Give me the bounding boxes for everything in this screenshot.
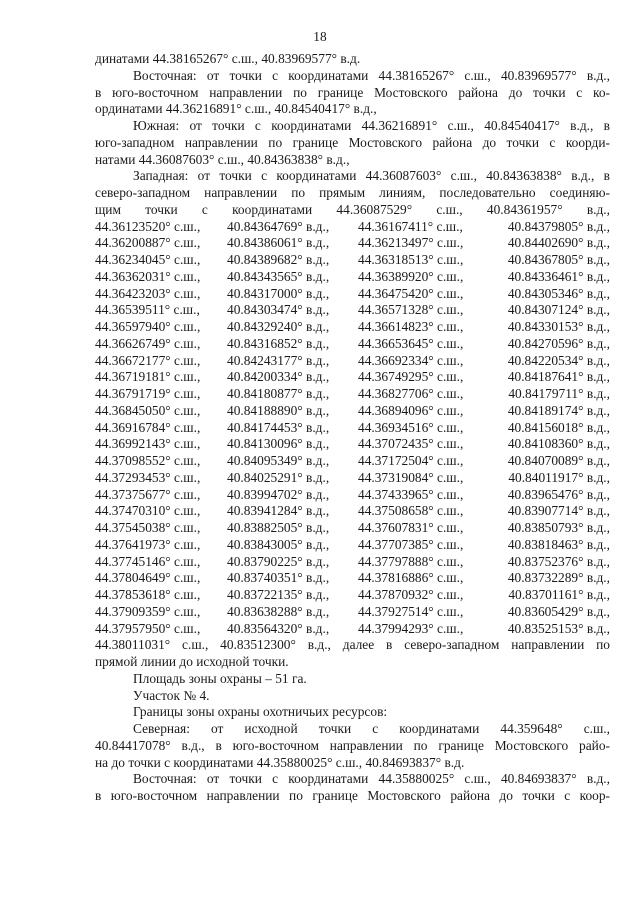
coordinate-row: [95, 520, 610, 537]
text-line: динатами 44.38165267° с.ш., 40.83969577° в.д.: [95, 51, 361, 66]
latitude-value: 44.36475420° с.ш.,: [358, 285, 464, 301]
longitude-value: 40.84386061° в.д.,: [227, 235, 330, 251]
coordinate-row: [95, 403, 610, 420]
text-block-top: [95, 51, 610, 219]
latitude-value: 44.36916784° с.ш.,: [95, 419, 201, 435]
longitude-value: 40.84180877° в.д.,: [227, 386, 330, 401]
longitude-value: 40.83722135° в.д.,: [227, 587, 330, 602]
coordinate-row: [95, 319, 610, 336]
longitude-value: 40.84316852° в.д.,: [227, 335, 330, 351]
longitude-value: 40.84389682° в.д.,: [227, 252, 330, 267]
longitude-value: 40.84243177° в.д.,: [227, 352, 330, 368]
latitude-value: 44.36672177° с.ш.,: [95, 352, 201, 368]
latitude-value: 44.37607831° с.ш.,: [358, 520, 464, 535]
latitude-value: 44.36167411° с.ш.,: [358, 218, 463, 234]
longitude-value: 40.84200334° в.д.,: [227, 369, 330, 385]
text-line: Западная: от точки с координатами 44.36087603° с.ш., 40.84363838° в.д., в: [133, 168, 610, 184]
longitude-value: 40.84187641° в.д.,: [507, 369, 610, 385]
coordinate-row: [95, 470, 610, 487]
longitude-value: 40.83732289° в.д.,: [507, 570, 610, 586]
longitude-value: 40.84336461° в.д.,: [507, 268, 610, 284]
text-line: 44.38011031° с.ш., 40.83512300° в.д., далее в северо-западном направлении по: [95, 637, 610, 653]
latitude-value: 44.37098552° с.ш.,: [95, 453, 201, 468]
coordinate-row: [95, 369, 610, 386]
latitude-value: 44.37470310° с.ш.,: [95, 503, 201, 519]
longitude-value: 40.83965476° в.д.,: [507, 486, 610, 502]
latitude-value: 44.37319084° с.ш.,: [358, 469, 464, 485]
coordinate-row: [95, 604, 610, 621]
longitude-value: 40.84174453° в.д.,: [227, 419, 330, 435]
longitude-value: 40.84364769° в.д.,: [227, 218, 330, 234]
latitude-value: 44.37641973° с.ш.,: [95, 536, 201, 552]
document-body: [95, 51, 610, 805]
latitude-value: 44.36234045° с.ш.,: [95, 252, 201, 267]
longitude-value: 40.83740351° в.д.,: [227, 570, 330, 586]
longitude-value: 40.84367805° в.д.,: [507, 252, 610, 267]
longitude-value: 40.83638288° в.д.,: [227, 603, 330, 619]
coordinate-row: [95, 286, 610, 303]
text-line: Площадь зоны охраны – 51 га.: [133, 670, 307, 686]
latitude-value: 44.37870932° с.ш.,: [358, 587, 464, 602]
latitude-value: 44.36626749° с.ш.,: [95, 335, 201, 351]
text-line: Участок № 4.: [133, 687, 210, 703]
longitude-value: 40.84305346° в.д.,: [507, 285, 610, 301]
coordinate-row: [95, 537, 610, 554]
latitude-value: 44.37994293° с.ш.,: [358, 620, 464, 636]
latitude-value: 44.37853618° с.ш.,: [95, 587, 201, 602]
text-line: Восточная: от точки с координатами 44.35880025° с.ш., 40.84693837° в.д.,: [133, 771, 610, 787]
latitude-value: 44.37909359° с.ш.,: [95, 603, 201, 619]
latitude-value: 44.36692334° с.ш.,: [358, 352, 464, 368]
longitude-value: 40.83994702° в.д.,: [227, 486, 330, 502]
longitude-value: 40.84303474° в.д.,: [227, 302, 330, 318]
coordinate-row: [95, 621, 610, 638]
latitude-value: 44.36123520° с.ш.,: [95, 218, 201, 234]
latitude-value: 44.36934516° с.ш.,: [358, 419, 464, 435]
latitude-value: 44.36719181° с.ш.,: [95, 369, 201, 385]
longitude-value: 40.84330153° в.д.,: [507, 319, 610, 334]
coordinate-row: [95, 269, 610, 286]
coordinate-row: [95, 336, 610, 353]
coordinate-row: [95, 302, 610, 319]
text-line: в юго-восточном направлении по границе Мостовского района до точки с ко-: [95, 84, 610, 100]
text-line: Северная: от исходной точки с координатами 44.359648° с.ш.,: [133, 721, 610, 736]
latitude-value: 44.37804649° с.ш.,: [95, 570, 201, 586]
longitude-value: 40.83907714° в.д.,: [507, 503, 610, 519]
latitude-value: 44.37545038° с.ш.,: [95, 520, 201, 535]
text-line: юго-западном направлении по границе Мостовского района до точки с коорди-: [95, 134, 610, 150]
longitude-value: 40.83564320° в.д.,: [227, 620, 330, 636]
longitude-value: 40.84108360° в.д.,: [507, 436, 610, 452]
text-line: на до точки с координатами 44.35880025° с.ш., 40.84693837° в.д.: [95, 754, 465, 770]
latitude-value: 44.36597940° с.ш.,: [95, 319, 201, 334]
latitude-value: 44.37745146° с.ш.,: [95, 553, 201, 569]
latitude-value: 44.37927514° с.ш.,: [358, 603, 464, 619]
latitude-value: 44.36539511° с.ш.,: [95, 302, 200, 318]
latitude-value: 44.37072435° с.ш.,: [358, 436, 464, 452]
latitude-value: 44.37375677° с.ш.,: [95, 486, 201, 502]
latitude-value: 44.36389920° с.ш.,: [358, 268, 464, 284]
longitude-value: 40.84329240° в.д.,: [227, 319, 330, 334]
coordinate-row: [95, 353, 610, 370]
latitude-value: 44.36894096° с.ш.,: [358, 402, 464, 418]
latitude-value: 44.36200887° с.ш.,: [95, 235, 201, 251]
text-line: Границы зоны охраны охотничьих ресурсов:: [133, 704, 388, 720]
text-line: щим точки с координатами 44.36087529° с.ш., 40.84361957° в.д.,: [95, 201, 610, 217]
latitude-value: 44.36749295° с.ш.,: [358, 369, 464, 385]
latitude-value: 44.37707385° с.ш.,: [358, 536, 464, 552]
text-line: прямой линии до исходной точки.: [95, 654, 289, 669]
coordinate-row: [95, 587, 610, 604]
longitude-value: 40.83790225° в.д.,: [227, 553, 330, 569]
longitude-value: 40.83941284° в.д.,: [227, 503, 330, 519]
latitude-value: 44.36614823° с.ш.,: [358, 319, 464, 334]
longitude-value: 40.83701161° в.д.,: [508, 587, 610, 602]
longitude-value: 40.84343565° в.д.,: [227, 268, 330, 284]
text-line: Южная: от точки с координатами 44.36216891° с.ш., 40.84540417° в.д., в: [133, 118, 610, 133]
latitude-value: 44.37816886° с.ш.,: [358, 570, 464, 586]
longitude-value: 40.84379805° в.д.,: [507, 218, 610, 234]
longitude-value: 40.84307124° в.д.,: [507, 302, 610, 318]
longitude-value: 40.83882505° в.д.,: [227, 520, 330, 535]
latitude-value: 44.36827706° с.ш.,: [358, 386, 464, 401]
longitude-value: 40.83605429° в.д.,: [507, 603, 610, 619]
coordinate-row: [95, 503, 610, 520]
longitude-value: 40.84220534° в.д.,: [507, 352, 610, 368]
latitude-value: 44.36845050° с.ш.,: [95, 402, 201, 418]
coordinate-row: [95, 386, 610, 403]
longitude-value: 40.83850793° в.д.,: [507, 520, 610, 535]
text-line: в юго-восточном направлении по границе Мостовского района до точки с коор-: [95, 788, 610, 803]
longitude-value: 40.84189174° в.д.,: [507, 402, 610, 418]
longitude-value: 40.84402690° в.д.,: [507, 235, 610, 251]
text-line: северо-западном направлении по прямым линиям, последовательно соединяю-: [95, 185, 610, 200]
longitude-value: 40.83525153° в.д.,: [507, 620, 610, 636]
latitude-value: 44.36791719° с.ш.,: [95, 386, 201, 401]
text-block-bottom: [95, 637, 610, 805]
longitude-value: 40.84011917° в.д.,: [508, 469, 610, 485]
coordinate-row: [95, 436, 610, 453]
latitude-value: 44.37957950° с.ш.,: [95, 620, 201, 636]
coordinate-row: [95, 487, 610, 504]
longitude-value: 40.83752376° в.д.,: [507, 553, 610, 569]
latitude-value: 44.37433965° с.ш.,: [358, 486, 464, 502]
page-number: 18: [313, 29, 327, 44]
longitude-value: 40.84188890° в.д.,: [227, 402, 330, 418]
longitude-value: 40.84156018° в.д.,: [507, 419, 610, 435]
coordinate-list: [95, 219, 610, 638]
latitude-value: 44.37293453° с.ш.,: [95, 469, 201, 485]
text-line: 40.84417078° в.д., в юго-восточном направлении по границе Мостовского райо-: [95, 737, 610, 753]
coordinate-row: [95, 570, 610, 587]
latitude-value: 44.36362031° с.ш.,: [95, 268, 201, 284]
latitude-value: 44.36653645° с.ш.,: [358, 335, 464, 351]
latitude-value: 44.36213497° с.ш.,: [358, 235, 464, 251]
longitude-value: 40.84179711° в.д.,: [508, 386, 610, 401]
text-line: натами 44.36087603° с.ш., 40.84363838° в.д.,: [95, 151, 350, 167]
coordinate-row: [95, 252, 610, 269]
longitude-value: 40.84130096° в.д.,: [227, 436, 330, 452]
latitude-value: 44.37508658° с.ш.,: [358, 503, 464, 519]
coordinate-row: [95, 235, 610, 252]
longitude-value: 40.84070089° в.д.,: [507, 453, 610, 468]
longitude-value: 40.83818463° в.д.,: [507, 536, 610, 552]
longitude-value: 40.84270596° в.д.,: [507, 335, 610, 351]
coordinate-row: [95, 219, 610, 236]
longitude-value: 40.84317000° в.д.,: [227, 285, 330, 301]
longitude-value: 40.83843005° в.д.,: [227, 536, 330, 552]
text-line: ординатами 44.36216891° с.ш., 40.84540417° в.д.,: [95, 101, 377, 117]
latitude-value: 44.36318513° с.ш.,: [358, 252, 464, 267]
text-line: Восточная: от точки с координатами 44.38165267° с.ш., 40.83969577° в.д.,: [133, 67, 610, 83]
latitude-value: 44.37172504° с.ш.,: [358, 453, 464, 468]
coordinate-row: [95, 453, 610, 470]
latitude-value: 44.36992143° с.ш.,: [95, 436, 201, 452]
latitude-value: 44.37797888° с.ш.,: [358, 553, 464, 569]
longitude-value: 40.84095349° в.д.,: [227, 453, 330, 468]
coordinate-row: [95, 420, 610, 437]
latitude-value: 44.36423203° с.ш.,: [95, 285, 201, 301]
longitude-value: 40.84025291° в.д.,: [227, 469, 330, 485]
latitude-value: 44.36571328° с.ш.,: [358, 302, 464, 318]
coordinate-row: [95, 554, 610, 571]
